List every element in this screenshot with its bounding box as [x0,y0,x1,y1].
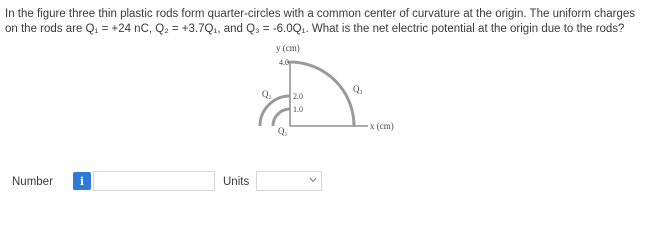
label-q2: Q₂ [262,89,272,99]
label-q3: Q₃ [353,84,363,94]
units-label: Units [223,176,250,188]
rods-figure [250,40,420,140]
label-q1: Q₁ [278,126,288,136]
tick-label-2: 2.0 [293,92,303,101]
number-input[interactable] [93,171,215,191]
number-label: Number [12,176,53,188]
info-icon[interactable]: i [73,172,91,190]
chevron-down-icon [309,177,317,183]
answer-row [0,170,647,194]
units-select[interactable] [256,171,322,191]
tick-label-1: 1.0 [293,105,303,114]
question-text: In the figure three thin plastic rods form quarter-circles with a common center of curvature at the origin. The uniform charges on the rods are Q₁ = +24 nC, Q₂ = +3.7Q₁, and Q₃ = -6.0Q₁. What is the net electric potential at the origin due to the rods? [5,8,636,35]
tick-label-4: 4.0 [279,58,289,67]
x-axis-label: x (cm) [370,121,394,131]
y-axis-label: y (cm) [276,43,300,53]
rod-q1 [273,109,290,126]
